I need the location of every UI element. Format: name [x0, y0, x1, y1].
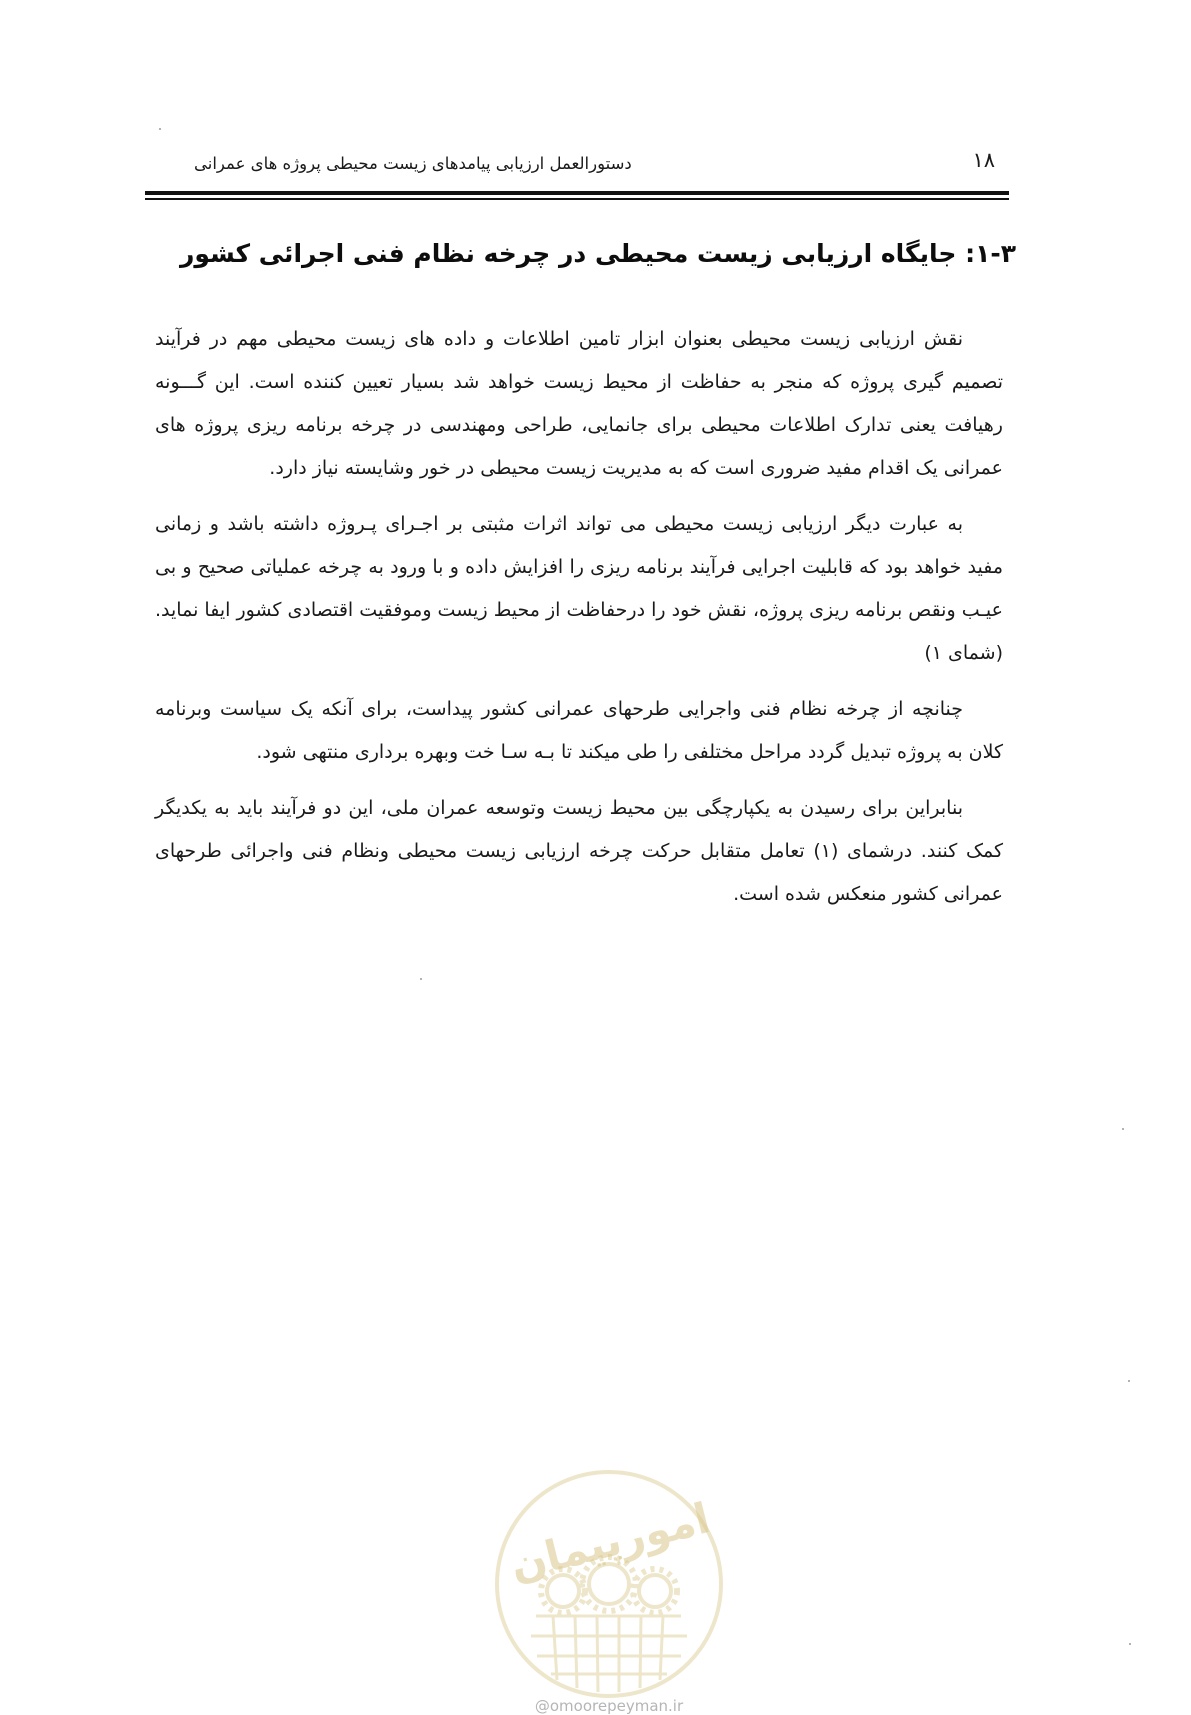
scan-speck	[1128, 1380, 1130, 1382]
paragraph-1: نقش ارزیابی زیست محیطی بعنوان ابزار تامین اطلاعات و داده های زیست محیطی مهم در فرآیند تصمیم گیری پروژه که منجر به حفاظت از محیط زیست خواهد شد بسیار تعیین کننده است. این گـــونه رهیافت یعنی تدارک اطلاعات محیطی برای جانمایی، طراحی ومهندسی در چرخه برنامه ریزی پروژه های عمرانی یک اقدام مفید ضروری است که به مدیریت زیست محیطی در خور وشایسته نیاز دارد.	[155, 328, 1003, 479]
header-rule-thin	[145, 198, 1009, 200]
scan-speck	[420, 978, 422, 980]
paragraph-2: به عبارت دیگر ارزیابی زیست محیطی می تواند اثرات مثبتی بر اجـرای پـروژه داشته باشد و زمانی مفید خواهد بود که قابلیت اجرایی فرآیند برنامه ریزی را افزایش داده و با ورود به چرخه عملیاتی صحیح و بی عیـب ونقص برنامه ریزی پروژه، نقش خود را درحفاظت از محیط زیست وموفقیت اقتصادی کشور ایفا نماید. (شمای ۱)	[155, 513, 1003, 664]
body-text	[155, 318, 1003, 929]
running-header	[182, 148, 1007, 186]
section-heading: ۱-۳: جایگاه ارزیابی زیست محیطی در چرخه نظام فنی اجرائی کشور	[180, 238, 1016, 268]
scan-speck	[1129, 1643, 1131, 1645]
scan-speck	[159, 128, 161, 130]
running-title: دستورالعمل ارزیابی پیامدهای زیست محیطی پروژه های عمرانی	[194, 154, 632, 173]
watermark-domain: @omoorepeyman.ir	[534, 1697, 684, 1715]
watermark-logo-icon	[491, 1466, 727, 1702]
page-number: ۱۸	[972, 148, 995, 172]
scan-speck	[1122, 1128, 1124, 1130]
header-rule	[145, 191, 1009, 195]
watermark-logo-text: امورپیمان	[505, 1493, 715, 1591]
paragraph-4: بنابراین برای رسیدن به یکپارچگی بین محیط زیست وتوسعه عمران ملی، این دو فرآیند باید به یکدیگر کمک کنند. درشمای (۱) تعامل متقابل حرکت چرخه ارزیابی زیست محیطی ونظام فنی واجرائی طرحهای عمرانی کشور منعکس شده است.	[155, 797, 1003, 905]
paragraph-3: چنانچه از چرخه نظام فنی واجرایی طرحهای عمرانی کشور پیداست، برای آنکه یک سیاست وبرنامه کلان به پروژه تبدیل گردد مراحل مختلفی را طی میکند تا بـه سـا خت وبهره برداری منتهی شود.	[155, 698, 1003, 763]
